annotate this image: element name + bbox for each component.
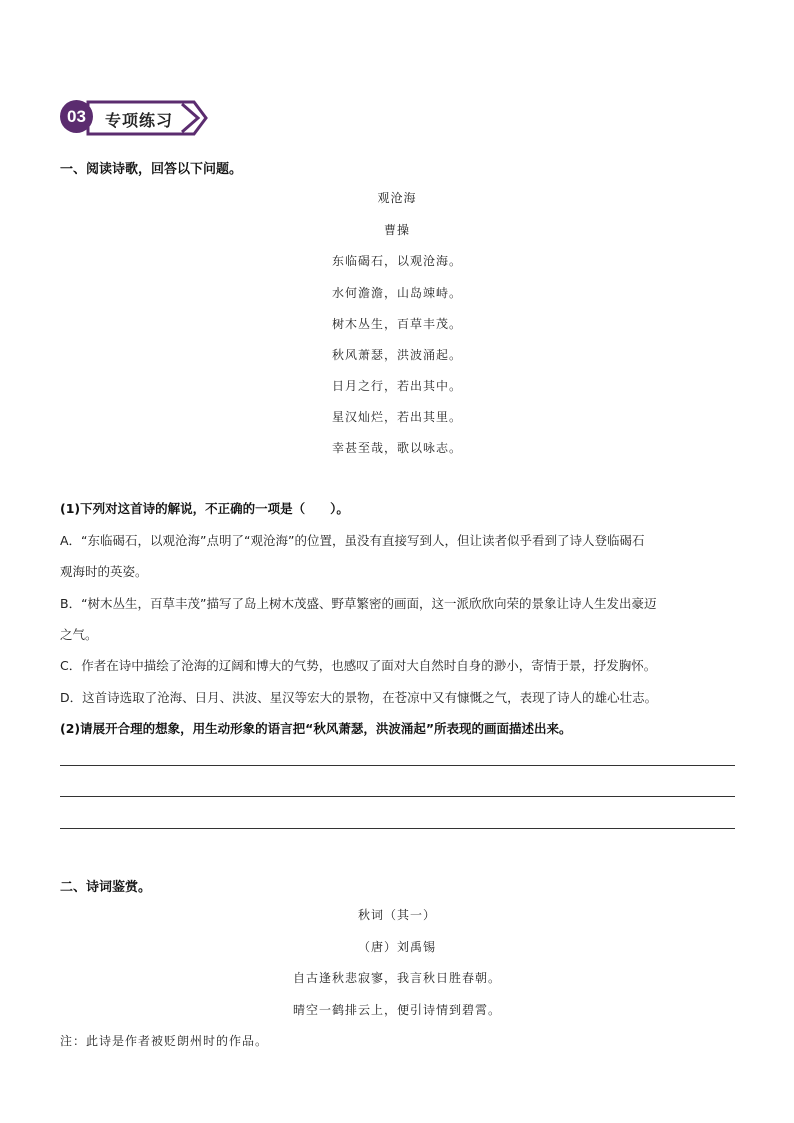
poem1-line-4: 秋风萧瑟，洪波涌起。 — [331, 348, 462, 362]
poem1-line-2: 水何澹澹，山岛竦峙。 — [331, 286, 462, 300]
section-badge — [60, 98, 210, 138]
answer-line-1[interactable] — [60, 765, 735, 766]
answer-line-3[interactable] — [60, 828, 735, 829]
poem1-title: 观沧海 — [377, 191, 417, 205]
option-a-line2: 观海时的英姿。 — [60, 564, 148, 579]
poem1-line-3: 树木丛生，百草丰茂。 — [331, 317, 462, 331]
badge-label: 专项练习 — [105, 111, 174, 130]
poem2-title: 秋词（其一） — [357, 908, 436, 922]
poem2-line-2: 晴空一鹤排云上，便引诗情到碧霄。 — [292, 1003, 501, 1017]
question1-stem: (1)下列对这首诗的解说，不正确的一项是（ ）。 — [60, 501, 349, 516]
poem2-author: （唐）刘禹锡 — [357, 940, 436, 954]
poem2-line-1: 自古逢秋悲寂寥，我言秋日胜春朝。 — [292, 971, 501, 985]
poem1-line-6: 星汉灿烂，若出其里。 — [331, 410, 462, 424]
section1-heading: 一、阅读诗歌，回答以下问题。 — [60, 162, 243, 177]
option-b-line2: 之气。 — [60, 627, 98, 642]
badge-number: 03 — [60, 100, 93, 133]
section2-heading: 二、诗词鉴赏。 — [60, 880, 152, 895]
option-a-line1: A．“东临碣石，以观沧海”点明了“观沧海”的位置，虽没有直接写到人，但让读者似乎看到了诗人登临碣石 — [60, 533, 645, 548]
answer-line-2[interactable] — [60, 796, 735, 797]
poem1-line-7: 幸甚至哉，歌以咏志。 — [331, 441, 462, 455]
poem1-author: 曹操 — [383, 223, 410, 237]
poem1-line-1: 东临碣石，以观沧海。 — [331, 254, 462, 268]
option-b-line1: B．“树木丛生，百草丰茂”描写了岛上树木茂盛、野草繁密的画面，这一派欣欣向荣的景象让诗人生发出豪迈 — [60, 596, 657, 611]
option-d: D．这首诗选取了沧海、日月、洪波、星汉等宏大的景物，在苍凉中又有慷慨之气，表现了诗人的雄心壮志。 — [60, 690, 658, 705]
option-c: C．作者在诗中描绘了沧海的辽阔和博大的气势，也感叹了面对大自然时自身的渺小，寄情于景，抒发胸怀。 — [60, 658, 657, 673]
question2-stem: (2)请展开合理的想象，用生动形象的语言把“秋风萧瑟，洪波涌起”所表现的画面描述出来。 — [60, 721, 572, 736]
poem1-line-5: 日月之行，若出其中。 — [331, 379, 462, 393]
poem2-note: 注：此诗是作者被贬朗州时的作品。 — [60, 1034, 269, 1048]
